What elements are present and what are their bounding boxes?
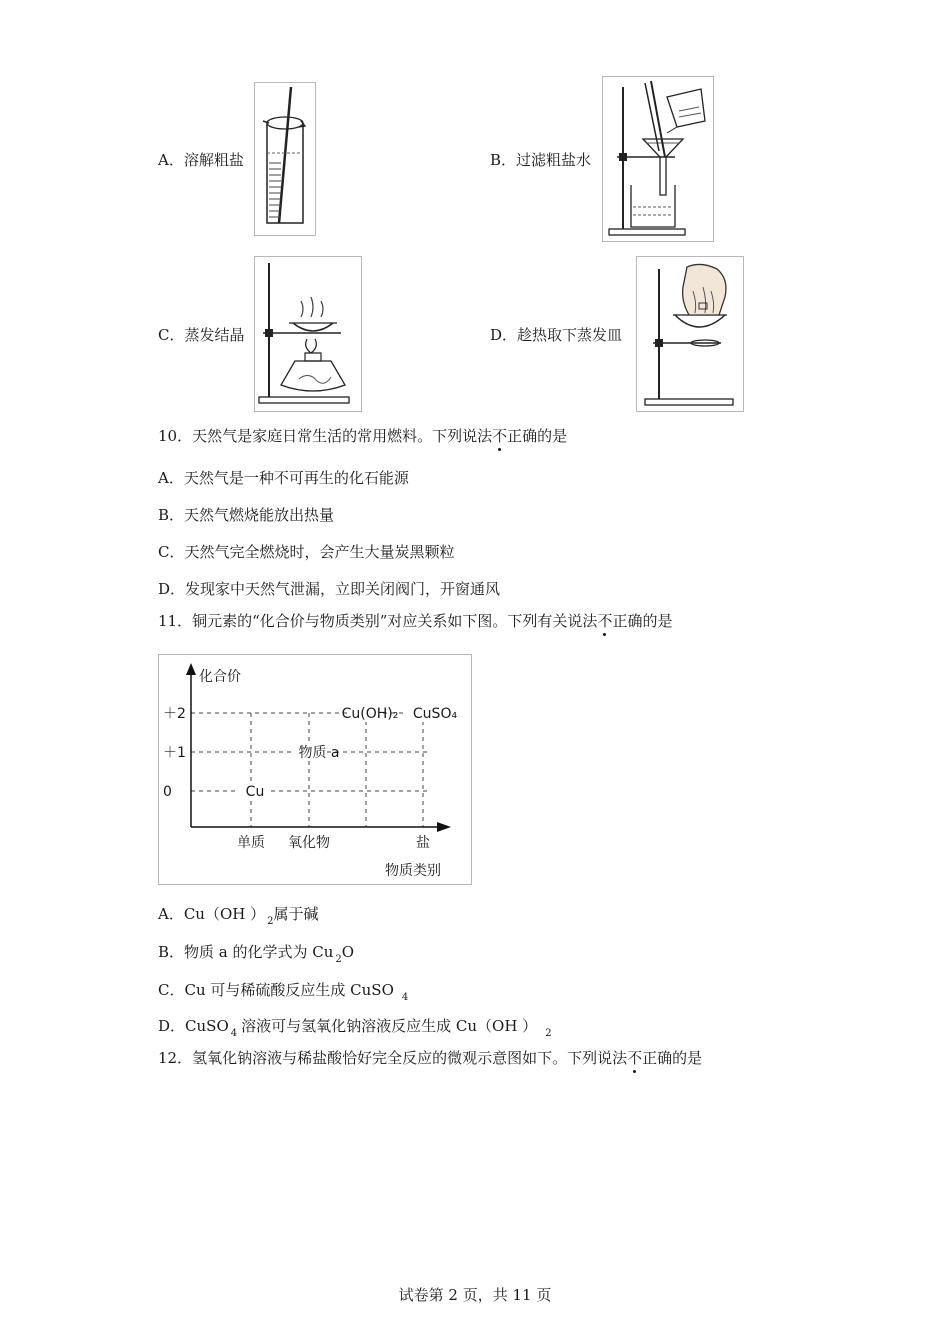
q10-stem: 10．天然气是家庭日常生活的常用燃料。下列说法不正确的是 (158, 427, 568, 445)
emphasis-dot-char: 不 (597, 612, 613, 630)
x-tick-label: 单质 (237, 835, 265, 851)
q9-option-d: D．趁热取下蒸发皿 (490, 326, 623, 344)
data-point-label: 物质 a (298, 745, 340, 761)
x-tick-label: 氧化物 (288, 835, 330, 851)
chart-svg (159, 655, 471, 884)
chart-grid (191, 713, 429, 827)
q9-option-c: C．蒸发结晶 (158, 326, 245, 344)
q10-option-b: B．天然气燃烧能放出热量 (158, 506, 335, 524)
x-axis-label: 物质类别 (385, 863, 441, 879)
filtration-apparatus-icon (602, 76, 714, 242)
beaker-stirring-rod-icon (254, 82, 316, 236)
hand-removing-dish-icon (636, 256, 744, 412)
y-tick-label: 0 (163, 784, 172, 800)
q10-option-c: C．天然气完全燃烧时，会产生大量炭黑颗粒 (158, 543, 455, 561)
y-axis-label: 化合价 (199, 669, 241, 685)
q11-option-b: B．物质 a 的化学式为 Cu $_2$O (158, 943, 355, 965)
x-tick-label: 盐 (416, 835, 430, 851)
x-axis-arrow-icon (437, 822, 451, 832)
q11-option-d: D．CuSO $_4$ 溶液可与氢氧化钠溶液反应生成 Cu（OH ） $_2$ (158, 1017, 552, 1039)
emphasis-dot-char: 不 (627, 1049, 643, 1067)
data-point-label: Cu (245, 784, 265, 800)
emphasis-dot-char: 不 (492, 427, 508, 445)
q10-option-d: D．发现家中天然气泄漏，立即关闭阀门，开窗通风 (158, 580, 501, 598)
data-point-label: Cu(OH)₂ (341, 706, 399, 722)
valence-category-chart (158, 654, 472, 885)
q11-stem: 11．铜元素的“化合价与物质类别”对应关系如下图。下列有关说法不正确的是 (158, 612, 673, 630)
q12-stem: 12．氢氧化钠溶液与稀盐酸恰好完全反应的微观示意图如下。下列说法不正确的是 (158, 1049, 703, 1067)
q9-option-a: A．溶解粗盐 (158, 151, 244, 169)
evaporation-apparatus-icon (254, 256, 362, 412)
y-tick-label: ＋2 (163, 706, 186, 722)
q10-option-a: A．天然气是一种不可再生的化石能源 (158, 469, 409, 487)
page-footer: 试卷第 2 页，共 11 页 (398, 1286, 552, 1304)
data-point-label: CuSO₄ (412, 706, 458, 722)
q11-option-a: A．Cu（OH ） $_2$属于碱 (158, 905, 319, 927)
q11-option-c: C．Cu 可与稀硫酸反应生成 CuSO $_4$ (158, 981, 409, 1003)
y-axis-arrow-icon (186, 663, 196, 675)
q9-option-b: B．过滤粗盐水 (490, 151, 592, 169)
y-tick-label: ＋1 (163, 745, 186, 761)
